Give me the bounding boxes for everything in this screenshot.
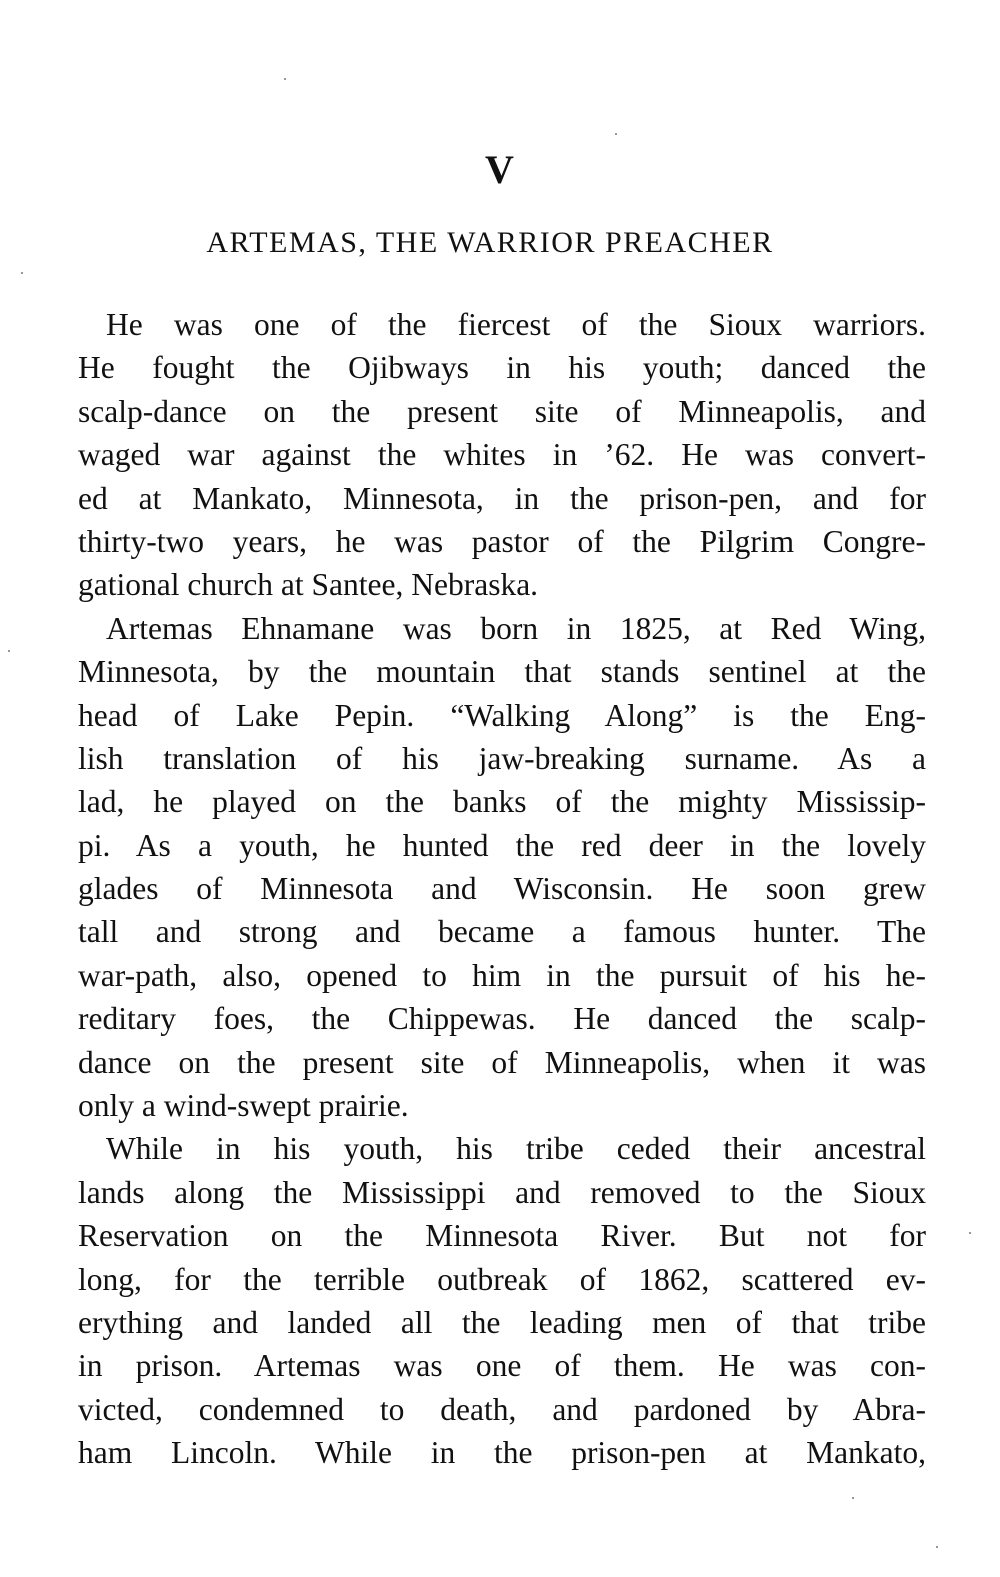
text-line: tall and strong and became a famous hunter. The <box>78 914 926 950</box>
text-line: lad, he played on the banks of the mighty Mississip- <box>78 784 926 820</box>
text-line: He was one of the fiercest of the Sioux warriors. <box>106 307 926 342</box>
text-line: in prison. Artemas was one of them. He was con- <box>78 1348 926 1384</box>
text-line: Artemas Ehnamane was born in 1825, at Red Wing, <box>106 610 926 646</box>
text-line: dance on the present site of Minneapolis, when it was <box>78 1044 926 1080</box>
scan-speck <box>615 133 617 135</box>
text-line: lands along the Mississippi and removed to the Sioux <box>78 1174 926 1210</box>
text-line: scalp-dance on the present site of Minneapolis, and <box>78 393 926 429</box>
text-line: reditary foes, the Chippewas. He danced the scalp- <box>78 1001 926 1037</box>
scan-speck <box>8 650 10 652</box>
text-line: While in his youth, his tribe ceded their ancestral <box>106 1131 926 1167</box>
text-line: waged war against the whites in ’62. He was convert- <box>78 437 926 473</box>
text-line: pi. As a youth, he hunted the red deer in the lovely <box>78 827 926 863</box>
scan-speck <box>936 1546 938 1548</box>
text-line: thirty-two years, he was pastor of the Pilgrim Congre- <box>78 523 926 559</box>
scan-speck <box>969 1232 971 1234</box>
text-line: ham Lincoln. While in the prison-pen at Mankato, <box>78 1435 926 1471</box>
text-line: erything and landed all the leading men of that tribe <box>78 1304 926 1340</box>
chapter-title: ARTEMAS, THE WARRIOR PREACHER <box>206 226 774 259</box>
text-line: glades of Minnesota and Wisconsin. He soon grew <box>78 871 926 907</box>
text-line: only a wind-swept prairie. <box>78 1088 409 1124</box>
text-line: Reservation on the Minnesota River. But not for <box>78 1218 926 1254</box>
body-text <box>78 303 926 1475</box>
text-line: long, for the terrible outbreak of 1862, scattered ev- <box>78 1261 926 1297</box>
text-line: ed at Mankato, Minnesota, in the prison-pen, and for <box>78 480 926 516</box>
text-line: head of Lake Pepin. “Walking Along” is the Eng- <box>78 697 926 733</box>
text-line: He fought the Ojibways in his youth; danced the <box>78 350 926 386</box>
chapter-number: V <box>485 147 515 192</box>
scan-speck <box>21 272 23 274</box>
text-line: lish translation of his jaw-breaking surname. As a <box>78 740 926 776</box>
text-line: victed, condemned to death, and pardoned by Abra- <box>78 1391 926 1427</box>
text-line: war-path, also, opened to him in the pursuit of his he- <box>78 957 926 993</box>
scan-speck <box>284 78 286 80</box>
text-line: Minnesota, by the mountain that stands sentinel at the <box>78 654 926 690</box>
text-line: gational church at Santee, Nebraska. <box>78 567 539 603</box>
scan-speck <box>852 1497 854 1499</box>
